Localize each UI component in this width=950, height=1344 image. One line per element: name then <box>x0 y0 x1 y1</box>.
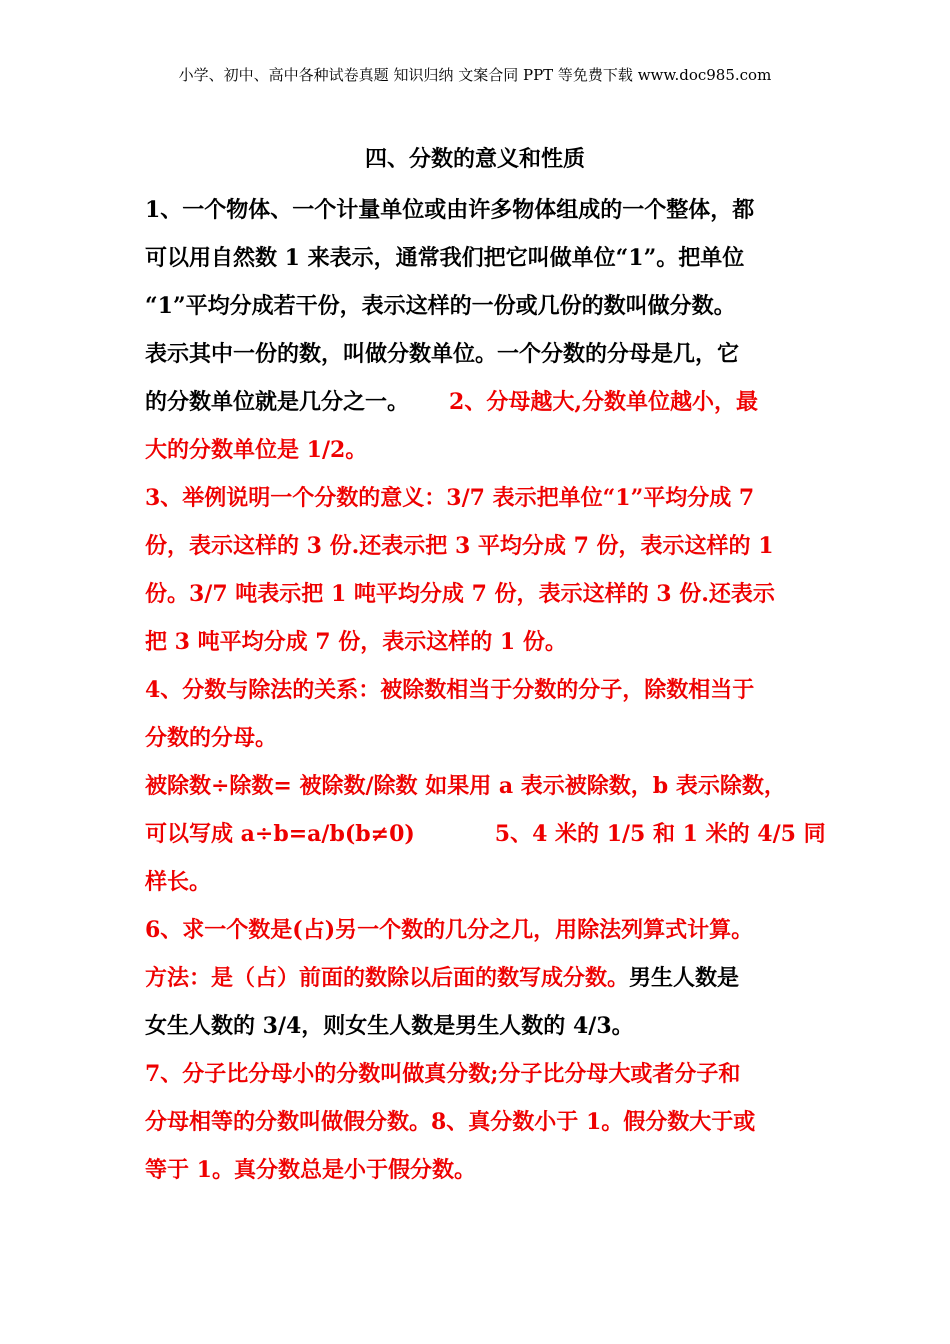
text-segment: 2、分母越大,分数单位越小，最 <box>449 389 758 415</box>
text-line <box>145 1002 825 1050</box>
text-line <box>145 618 825 666</box>
text-line <box>145 666 825 714</box>
text-line <box>145 378 825 426</box>
text-line <box>145 330 825 378</box>
text-line <box>145 522 825 570</box>
text-segment: 的分数单位就是几分之一。 <box>145 389 410 415</box>
text-line <box>145 234 825 282</box>
text-segment: 样长。 <box>145 869 212 895</box>
text-line <box>145 1146 825 1194</box>
text-line <box>145 570 825 618</box>
page-header: 小学、初中、高中各种试卷真题 知识归纳 文案合同 PPT 等免费下载 www.doc985.com <box>178 66 772 84</box>
text-segment: 可以用自然数 1 来表示，通常我们把它叫做单位“1”。把单位 <box>145 245 745 271</box>
text-segment: 7、分子比分母小的分数叫做真分数;分子比分母大或者分子和 <box>145 1061 741 1087</box>
text-line <box>145 762 825 810</box>
document-body <box>145 186 825 1194</box>
text-segment: “1”平均分成若干份，表示这样的一份或几份的数叫做分数。 <box>145 293 736 319</box>
text-segment: 女生人数的 3/4，则女生人数是男生人数的 4/3。 <box>145 1013 634 1039</box>
text-segment: 大的分数单位是 1/2。 <box>145 437 368 463</box>
text-line <box>145 714 825 762</box>
page-title: 四、分数的意义和性质 <box>364 146 585 172</box>
text-line <box>145 954 825 1002</box>
text-line <box>145 186 825 234</box>
text-segment: 可以写成 a÷b=a/b(b≠0) <box>145 821 415 847</box>
text-line <box>145 426 825 474</box>
text-line <box>145 282 825 330</box>
text-segment: 份，表示这样的 3 份.还表示把 3 平均分成 7 份，表示这样的 1 <box>145 533 774 559</box>
text-segment: 分母相等的分数叫做假分数。8、真分数小于 1。假分数大于或 <box>145 1109 756 1135</box>
text-line <box>145 474 825 522</box>
text-line <box>145 858 825 906</box>
text-line <box>145 1098 825 1146</box>
text-line <box>145 1050 825 1098</box>
text-line <box>145 906 825 954</box>
text-segment: 5、4 米的 1/5 和 1 米的 4/5 同 <box>494 821 826 847</box>
text-segment: 4、分数与除法的关系：被除数相当于分数的分子，除数相当于 <box>145 677 755 703</box>
text-line <box>145 810 825 858</box>
text-segment: 1、一个物体、一个计量单位或由许多物体组成的一个整体，都 <box>145 197 755 223</box>
text-segment: 6、求一个数是(占)另一个数的几分之几，用除法列算式计算。 <box>145 917 754 943</box>
text-segment: 表示其中一份的数，叫做分数单位。一个分数的分母是几，它 <box>145 341 740 367</box>
text-segment: 等于 1。真分数总是小于假分数。 <box>145 1157 476 1183</box>
text-segment: 方法：是（占）前面的数除以后面的数写成分数。 <box>145 965 630 991</box>
text-segment: 把 3 吨平均分成 7 份，表示这样的 1 份。 <box>145 629 567 655</box>
text-segment: 3、举例说明一个分数的意义：3/7 表示把单位“1”平均分成 7 <box>145 485 755 511</box>
text-segment: 被除数÷除数= 被除数/除数 如果用 a 表示被除数，b 表示除数， <box>145 773 786 799</box>
text-segment: 份。3/7 吨表示把 1 吨平均分成 7 份，表示这样的 3 份.还表示 <box>145 581 775 607</box>
text-segment: 分数的分母。 <box>145 725 278 751</box>
text-segment: 男生人数是 <box>629 965 740 991</box>
